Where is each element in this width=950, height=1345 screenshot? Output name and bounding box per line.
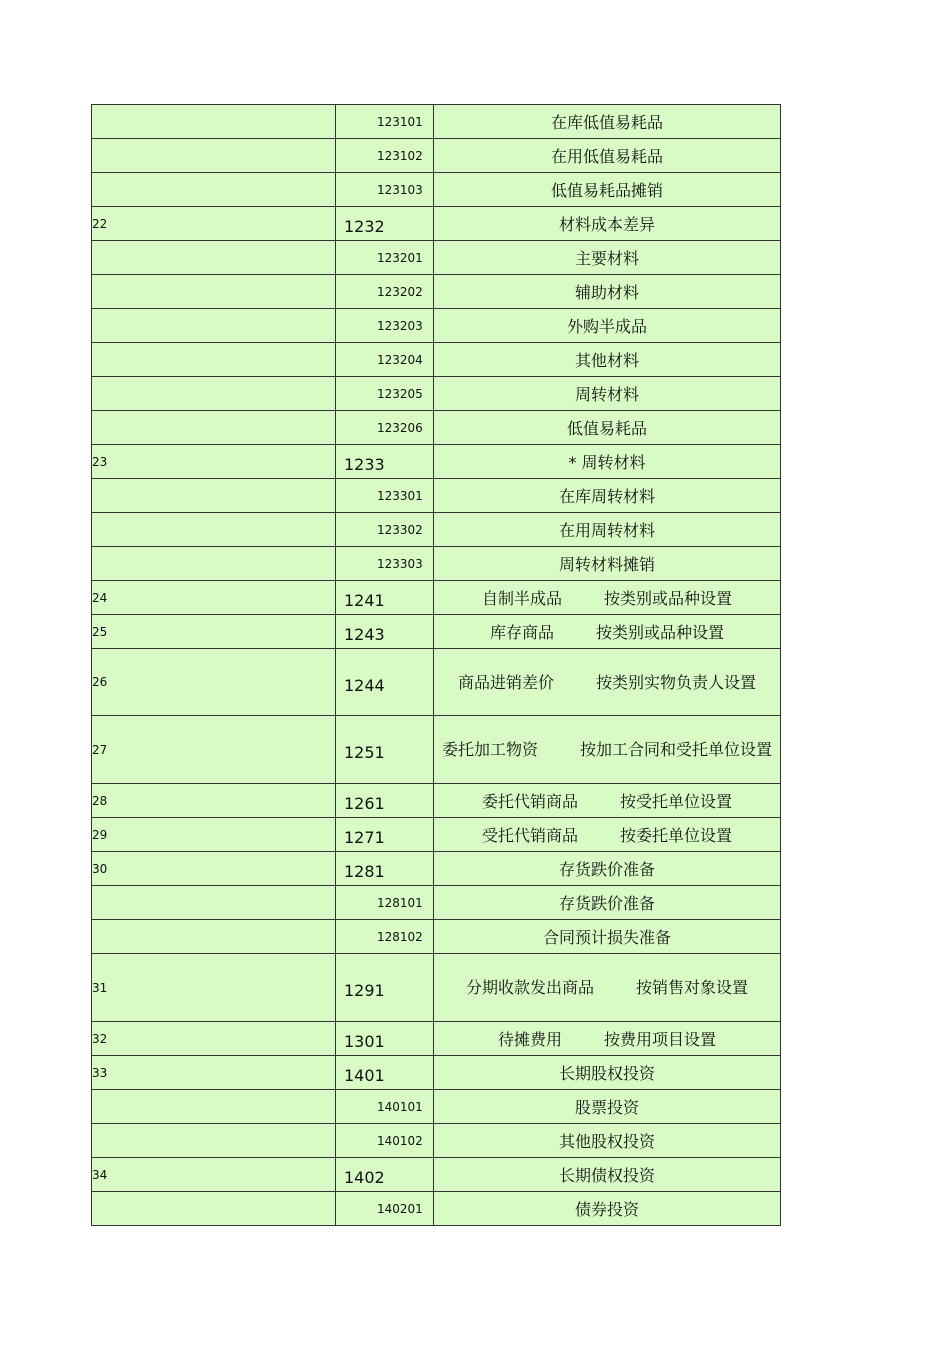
account-name-cell [434, 716, 781, 784]
account-setting-rule: 按加工合同和受托单位设置 [580, 740, 773, 759]
account-name: 主要材料 [574, 249, 639, 268]
row-number [92, 241, 336, 275]
account-code: 1241 [336, 581, 434, 615]
table-row [92, 920, 781, 954]
account-name-cell [434, 784, 781, 818]
table-row [92, 479, 781, 513]
row-number: 29 [92, 818, 336, 852]
account-code: 128102 [336, 920, 434, 954]
account-name: 委托加工物资 [441, 740, 538, 759]
account-name-cell [434, 547, 781, 581]
account-name: 在用低值易耗品 [550, 147, 663, 166]
account-name: 存货跌价准备 [558, 860, 655, 879]
account-code: 1402 [336, 1158, 434, 1192]
row-number: 28 [92, 784, 336, 818]
table-row [92, 615, 781, 649]
account-code: 123302 [336, 513, 434, 547]
row-number [92, 1124, 336, 1158]
account-code: 123206 [336, 411, 434, 445]
account-name-cell [434, 309, 781, 343]
row-number [92, 275, 336, 309]
account-name-cell [434, 173, 781, 207]
table-row [92, 139, 781, 173]
account-name-cell [434, 615, 781, 649]
account-setting-rule: 按类别或品种设置 [596, 623, 725, 642]
account-setting-rule: 按委托单位设置 [620, 826, 733, 845]
account-name: 低值易耗品摊销 [550, 181, 663, 200]
row-number: 27 [92, 716, 336, 784]
table-row [92, 1192, 781, 1226]
account-name: 在用周转材料 [558, 521, 655, 540]
table-row [92, 1056, 781, 1090]
row-number [92, 309, 336, 343]
table-row [92, 852, 781, 886]
row-number [92, 1090, 336, 1124]
account-name: 委托代销商品 [481, 792, 578, 811]
table-row [92, 241, 781, 275]
account-setting-rule: 按受托单位设置 [620, 792, 733, 811]
account-code: 1233 [336, 445, 434, 479]
account-name: 其他股权投资 [558, 1132, 655, 1151]
account-name-cell [434, 1090, 781, 1124]
account-name: 辅助材料 [574, 283, 639, 302]
table-row [92, 886, 781, 920]
table-row [92, 649, 781, 716]
account-code: 1271 [336, 818, 434, 852]
row-number: 26 [92, 649, 336, 716]
row-number: 34 [92, 1158, 336, 1192]
row-number [92, 139, 336, 173]
account-name: 低值易耗品 [566, 419, 647, 438]
account-code: 123303 [336, 547, 434, 581]
account-name-cell [434, 1158, 781, 1192]
account-name-cell [434, 1056, 781, 1090]
table-row [92, 547, 781, 581]
account-rows [92, 105, 781, 1226]
account-name-cell [434, 1124, 781, 1158]
row-number [92, 343, 336, 377]
account-name-cell [434, 818, 781, 852]
account-setting-rule: 按费用项目设置 [604, 1030, 717, 1049]
table-row [92, 716, 781, 784]
table-row [92, 207, 781, 241]
account-name: 商品进销差价 [457, 672, 554, 692]
account-name-cell [434, 954, 781, 1022]
account-name-cell [434, 207, 781, 241]
row-number [92, 173, 336, 207]
row-number [92, 411, 336, 445]
table-row [92, 343, 781, 377]
account-name-cell [434, 241, 781, 275]
account-code: 123205 [336, 377, 434, 411]
account-name-cell [434, 1022, 781, 1056]
account-code: 123203 [336, 309, 434, 343]
account-name-cell [434, 886, 781, 920]
account-name-cell [434, 649, 781, 716]
row-number: 25 [92, 615, 336, 649]
account-name: 其他材料 [574, 351, 639, 370]
table-row [92, 1124, 781, 1158]
row-number: 31 [92, 954, 336, 1022]
account-name: 受托代销商品 [481, 826, 578, 845]
account-code: 140101 [336, 1090, 434, 1124]
account-name: 合同预计损失准备 [542, 928, 671, 947]
account-code: 1291 [336, 954, 434, 1022]
table-row [92, 1090, 781, 1124]
account-name-cell [434, 581, 781, 615]
account-code: 128101 [336, 886, 434, 920]
account-name: 周转材料摊销 [558, 555, 655, 574]
table-row [92, 445, 781, 479]
row-number: 24 [92, 581, 336, 615]
account-name: 在库周转材料 [558, 487, 655, 506]
table-row [92, 513, 781, 547]
row-number [92, 547, 336, 581]
account-code: 123204 [336, 343, 434, 377]
row-number [92, 513, 336, 547]
row-number [92, 886, 336, 920]
account-code: 140102 [336, 1124, 434, 1158]
account-name-cell [434, 105, 781, 139]
account-code: 140201 [336, 1192, 434, 1226]
table-row [92, 954, 781, 1022]
account-name: 周转材料 [574, 385, 639, 404]
row-number [92, 1192, 336, 1226]
row-number [92, 920, 336, 954]
row-number: 22 [92, 207, 336, 241]
table-row [92, 275, 781, 309]
account-name: 待摊费用 [497, 1030, 562, 1049]
account-name-cell [434, 920, 781, 954]
account-name-cell [434, 1192, 781, 1226]
account-name-cell [434, 852, 781, 886]
account-table [91, 104, 781, 1226]
account-setting-rule: 按类别或品种设置 [604, 589, 733, 608]
account-code: 123102 [336, 139, 434, 173]
account-code: 1261 [336, 784, 434, 818]
account-name: 库存商品 [489, 623, 554, 642]
account-code: 123103 [336, 173, 434, 207]
account-name: 外购半成品 [566, 317, 647, 336]
row-number: 32 [92, 1022, 336, 1056]
table-row [92, 173, 781, 207]
account-name: 自制半成品 [481, 589, 562, 608]
account-name-cell [434, 377, 781, 411]
row-number: 23 [92, 445, 336, 479]
table-row [92, 309, 781, 343]
account-code: 123301 [336, 479, 434, 513]
account-code: 1281 [336, 852, 434, 886]
account-name: 股票投资 [574, 1098, 639, 1117]
account-name: 材料成本差异 [558, 215, 655, 234]
account-name: 存货跌价准备 [558, 894, 655, 913]
account-code: 1232 [336, 207, 434, 241]
table-row [92, 105, 781, 139]
account-name: 长期股权投资 [558, 1064, 655, 1083]
account-name-cell [434, 275, 781, 309]
account-code: 1251 [336, 716, 434, 784]
account-name: * 周转材料 [568, 453, 646, 472]
account-code: 1244 [336, 649, 434, 716]
account-code: 123101 [336, 105, 434, 139]
account-name: 债券投资 [574, 1200, 639, 1219]
table-row [92, 1022, 781, 1056]
account-name-cell [434, 513, 781, 547]
table-row [92, 377, 781, 411]
account-code: 123202 [336, 275, 434, 309]
row-number [92, 105, 336, 139]
account-name-cell [434, 411, 781, 445]
table-row [92, 1158, 781, 1192]
account-name-cell [434, 479, 781, 513]
account-name: 在库低值易耗品 [550, 113, 663, 132]
account-code: 1301 [336, 1022, 434, 1056]
account-name: 分期收款发出商品 [465, 978, 594, 997]
row-number [92, 377, 336, 411]
row-number: 30 [92, 852, 336, 886]
account-code: 1243 [336, 615, 434, 649]
account-name: 长期债权投资 [558, 1166, 655, 1185]
row-number [92, 479, 336, 513]
row-number: 33 [92, 1056, 336, 1090]
account-setting-rule: 按销售对象设置 [636, 978, 749, 997]
table-row [92, 581, 781, 615]
account-code: 1401 [336, 1056, 434, 1090]
table-row [92, 411, 781, 445]
account-name-cell [434, 139, 781, 173]
account-code: 123201 [336, 241, 434, 275]
table-row [92, 818, 781, 852]
account-name-cell [434, 445, 781, 479]
table-row [92, 784, 781, 818]
account-name-cell [434, 343, 781, 377]
account-setting-rule: 按类别实物负责人设置 [596, 672, 757, 692]
